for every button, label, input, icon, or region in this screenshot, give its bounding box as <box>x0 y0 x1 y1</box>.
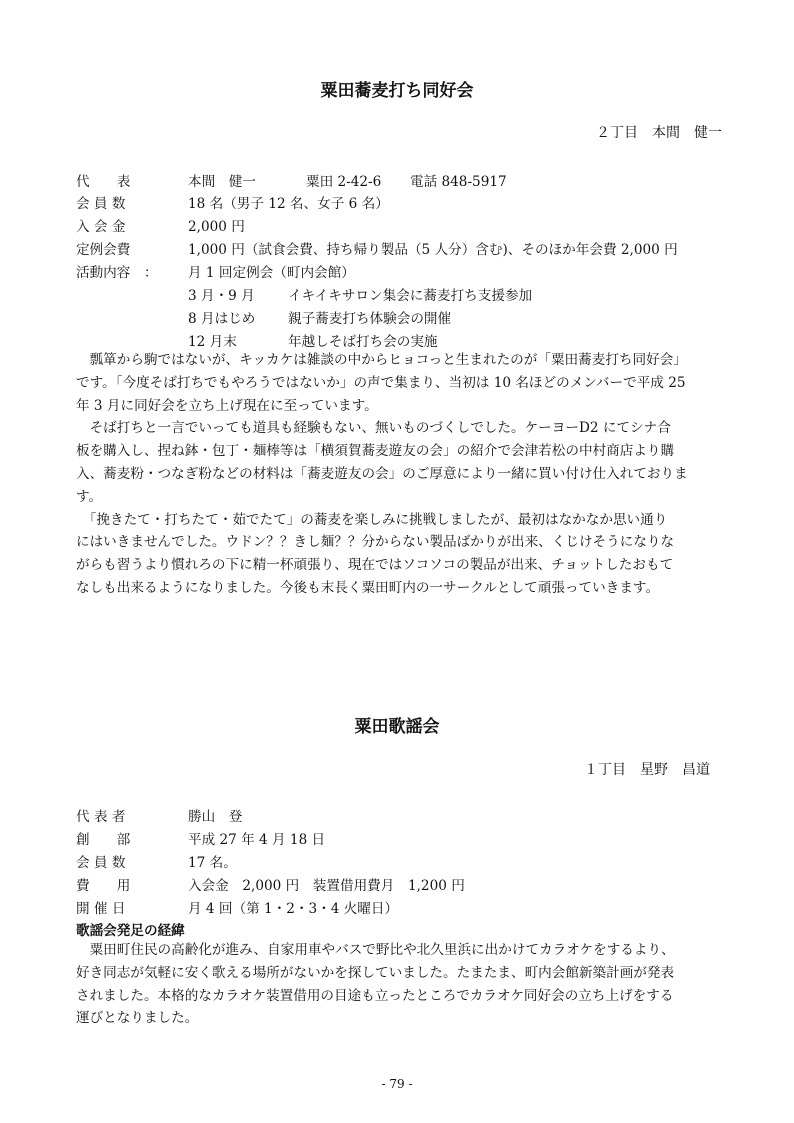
info-value: 1,000 円（試食会費、持ち帰り製品（5 人分）含む)、そのほか年会費 2,000 円 <box>188 242 678 258</box>
paragraph-line: なしも出来るようになりました。今後も末長く粟田町内の一サークルとして頑張っていきます。 <box>76 579 660 596</box>
info-value: 月 4 回（第 1・2・3・4 火曜日） <box>188 901 399 917</box>
info-row <box>76 192 726 214</box>
activity-row <box>76 307 726 329</box>
paragraph-line: 粟田町住民の高齢化が進み、自家用車やバスで野比や北久里浜に出かけてカラオケをするより、 <box>76 942 675 958</box>
info-row <box>76 805 726 827</box>
info-label: 開 催 日 <box>76 901 126 917</box>
paragraph-line: 板を購入し、捏ね鉢・包丁・麺棒等は「横須賀蕎麦遊友の会」の紹介で会津若松の中村商店より購 <box>76 443 675 460</box>
info-value: 月 1 回定例会（町内会館） <box>188 265 355 281</box>
info-value: 2,000 円 <box>188 219 245 235</box>
info-phone: 電話 848-5917 <box>410 174 507 190</box>
activity-when: 12 月末 <box>188 334 237 350</box>
section2-paragraph <box>76 939 724 1030</box>
paragraph-line: 瓢箪から駒ではないが、キッカケは雑談の中からヒョコっと生まれたのが「粟田蕎麦打ち同好会」 <box>76 352 687 368</box>
info-label: 定例会費 <box>76 242 131 258</box>
info-label: 代 表 者 <box>76 809 126 825</box>
info-row <box>76 170 726 192</box>
info-label: 会 員 数 <box>76 196 126 212</box>
info-value: 勝山 登 <box>188 809 243 825</box>
section1-paragraph <box>76 349 724 600</box>
info-label: 創 部 <box>76 832 131 848</box>
section1-title: 粟田蕎麦打ち同好会 <box>320 81 474 101</box>
info-value: 入会金 2,000 円 装置借用費月 1,200 円 <box>188 878 465 894</box>
info-value: 18 名（男子 12 名、女子 6 名） <box>188 196 389 212</box>
activity-what: イキイキサロン集会に蕎麦打ち支援参加 <box>288 288 533 304</box>
paragraph-line: 好き同志が気軽に安く歌える場所がないかを探していました。たまたま、町内会館新築計画が発表 <box>76 964 675 981</box>
info-row <box>76 261 726 283</box>
section2-author: １丁目 星野 昌道 <box>584 762 710 778</box>
info-row <box>76 874 726 896</box>
section2-title: 粟田歌謡会 <box>354 717 440 737</box>
info-label: 活動内容 ： <box>76 265 158 281</box>
paragraph-line: 入、蕎麦粉・つなぎ粉などの材料は「蕎麦遊友の会」のご厚意により一緒に買い付け仕入れておりま <box>76 465 688 482</box>
paragraph-line: されました。本格的なカラオケ装置借用の目途も立ったところでカラオケ同好会の立ち上げをする <box>76 987 674 1004</box>
activity-row <box>76 284 726 306</box>
paragraph-line: です。「今度そば打ちでもやろうではないか」の声で集まり、当初は 10 名ほどのメンバーで平成 25 <box>76 374 686 391</box>
activity-when: 8 月はじめ <box>188 311 256 327</box>
info-label: 入 会 金 <box>76 219 126 235</box>
paragraph-line: がらも習うより慣れろの下に精一杯頑張り、現在ではソコソコの製品が出来、チョットしたおもて <box>76 557 674 574</box>
info-row <box>76 238 726 260</box>
page-number: - 79 - <box>381 1077 413 1091</box>
info-value: 本間 健一 <box>188 174 256 190</box>
info-label: 代 表 <box>76 174 131 190</box>
paragraph-line: 「挽きたて・打ちたて・茹でたて」の蕎麦を楽しみに挑戦しましたが、最初はなかなか思い通り <box>76 511 668 528</box>
paragraph-line: 運びとなりました。 <box>76 1010 199 1027</box>
info-row <box>76 828 726 850</box>
info-address: 粟田 2-42-6 <box>306 174 382 190</box>
info-label: 費 用 <box>76 878 131 894</box>
paragraph-line: そば打ちと一言でいっても道具も経験もない、無いものづくしでした。ケーヨーD2 にてシナ合 <box>76 420 671 437</box>
activity-what: 年越しそば打ち会の実施 <box>288 334 438 350</box>
info-label: 会 員 数 <box>76 855 126 871</box>
paragraph-line: 年 3 月に同好会を立ち上げ現在に至っています。 <box>76 397 378 414</box>
section2-heading: 歌謡会発足の経緯 <box>76 923 185 939</box>
activity-what: 親子蕎麦打ち体験会の開催 <box>288 311 452 327</box>
info-row <box>76 851 726 873</box>
info-row <box>76 215 726 237</box>
section1-author: ２丁目 本間 健一 <box>596 125 722 141</box>
activity-when: 3 月・9 月 <box>188 288 255 304</box>
paragraph-line: す。 <box>76 488 103 505</box>
info-row <box>76 897 726 919</box>
info-value: 17 名。 <box>188 855 237 871</box>
paragraph-line: にはいきませんでした。ウドン？？きし麺？？分からない製品ばかりが出来、くじけそうになりな <box>76 534 675 551</box>
info-value: 平成 27 年 4 月 18 日 <box>188 832 326 848</box>
